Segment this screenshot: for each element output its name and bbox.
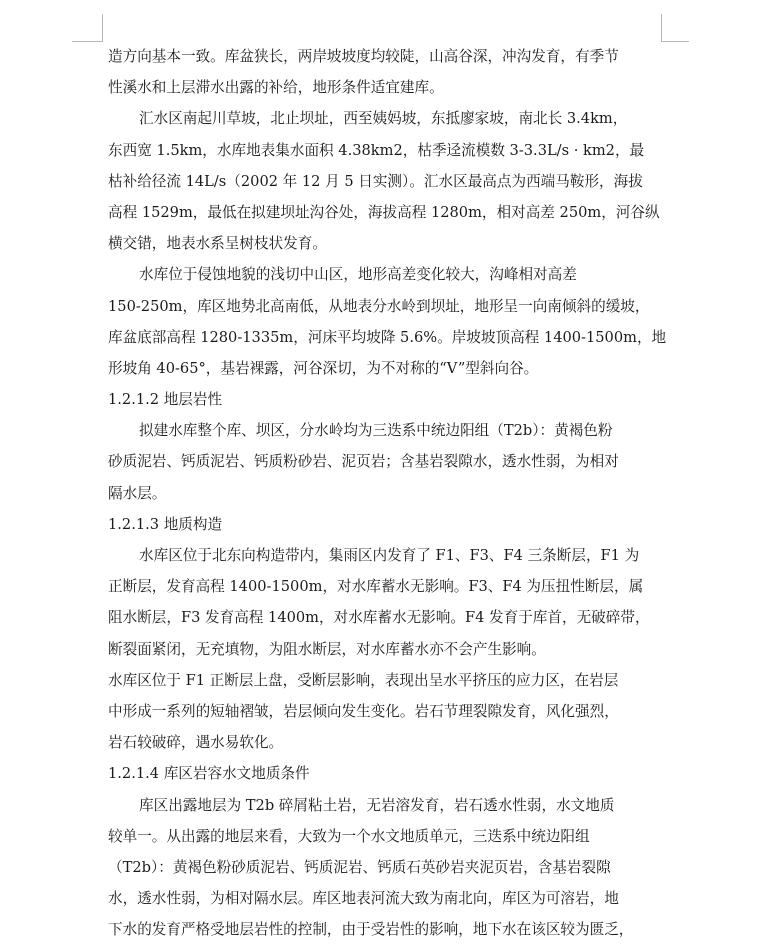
margin-corner-mark-top-right [661, 14, 689, 42]
text-line: 水库位于侵蚀地貌的浅切中山区，地形高差变化较大，沟峰相对高差 [108, 259, 664, 290]
paragraph-faults [108, 540, 664, 665]
paragraph-catchment-area [108, 103, 664, 259]
section-heading-hydrogeology: 1.2.1.4 库区岩容水文地质条件 [108, 758, 664, 789]
text-line: 汇水区南起川草坡，北止坝址，西至姨妈坡，东抵廖家坡，南北长 3.4km， [108, 103, 664, 134]
text-line: 库盆底部高程 1280-1335m，河床平均坡降 5.6%。岸坡坡顶高程 1400-1500m，地 [108, 322, 664, 353]
paragraph-hydrogeology [108, 790, 664, 945]
text-line: 水库区位于北东向构造带内，集雨区内发育了 F1、F3、F4 三条断层，F1 为 [108, 540, 664, 571]
text-line: 性溪水和上层滞水出露的补给，地形条件适宜建库。 [108, 72, 664, 103]
margin-corner-mark-top-left [72, 14, 103, 42]
text-line: 砂质泥岩、钙质泥岩、钙质粉砂岩、泥页岩；含基岩裂隙水，透水性弱，为相对 [108, 446, 664, 477]
paragraph-landform [108, 259, 664, 384]
text-line: 造方向基本一致。库盆狭长，两岸坡坡度均较陡，山高谷深，冲沟发育，有季节 [108, 41, 664, 72]
text-line: 横交错，地表水系呈树枝状发育。 [108, 228, 664, 259]
text-line: 东西宽 1.5km，水库地表集水面积 4.38km2，枯季迳流模数 3-3.3L/s · km2，最 [108, 135, 664, 166]
section-heading-geologic-structure: 1.2.1.3 地质构造 [108, 509, 664, 540]
text-line: 枯补给径流 14L/s（2002 年 12 月 5 日实测）。汇水区最高点为西端马鞍形，海拔 [108, 166, 664, 197]
text-line: 水库区位于 F1 正断层上盘，受断层影响，表现出呈水平挤压的应力区，在岩层 [108, 665, 664, 696]
text-line: 岩石较破碎，遇水易软化。 [108, 727, 664, 758]
text-line: 形坡角 40-65°，基岩裸露，河谷深切，为不对称的“V”型斜向谷。 [108, 353, 664, 384]
paragraph-stress-zone [108, 665, 664, 759]
text-line: 水，透水性弱，为相对隔水层。库区地表河流大致为南北向，库区为可溶岩，地 [108, 883, 664, 914]
text-line: 下水的发育严格受地层岩性的控制，由于受岩性的影响，地下水在该区较为匮乏， [108, 914, 664, 945]
section-heading-stratigraphy: 1.2.1.2 地层岩性 [108, 384, 664, 415]
text-line: 断裂面紧闭，无充填物，为阻水断层，对水库蓄水亦不会产生影响。 [108, 634, 664, 665]
paragraph-stratigraphy [108, 415, 664, 509]
text-line: （T2b）：黄褐色粉砂质泥岩、钙质泥岩、钙质石英砂岩夹泥页岩，含基岩裂隙 [108, 852, 664, 883]
text-line: 高程 1529m，最低在拟建坝址沟谷处，海拔高程 1280m，相对高差 250m，河谷纵 [108, 197, 664, 228]
paragraph-reservoir-basin [108, 41, 664, 103]
text-line: 正断层，发育高程 1400-1500m，对水库蓄水无影响。F3、F4 为压扭性断层，属 [108, 571, 664, 602]
text-line: 拟建水库整个库、坝区，分水岭均为三迭系中统边阳组（T2b）：黄褐色粉 [108, 415, 664, 446]
text-line: 较单一。从出露的地层来看，大致为一个水文地质单元，三迭系中统边阳组 [108, 821, 664, 852]
text-line: 中形成一系列的短轴褶皱，岩层倾向发生变化。岩石节理裂隙发育，风化强烈， [108, 696, 664, 727]
text-line: 库区出露地层为 T2b 碎屑粘土岩，无岩溶发育，岩石透水性弱，水文地质 [108, 790, 664, 821]
document-body[interactable] [108, 41, 664, 945]
text-line: 150-250m，库区地势北高南低，从地表分水岭到坝址，地形呈一向南倾斜的缓坡， [108, 291, 664, 322]
text-line: 阻水断层，F3 发育高程 1400m，对水库蓄水无影响。F4 发育于库首，无破碎带， [108, 602, 664, 633]
text-line: 隔水层。 [108, 478, 664, 509]
